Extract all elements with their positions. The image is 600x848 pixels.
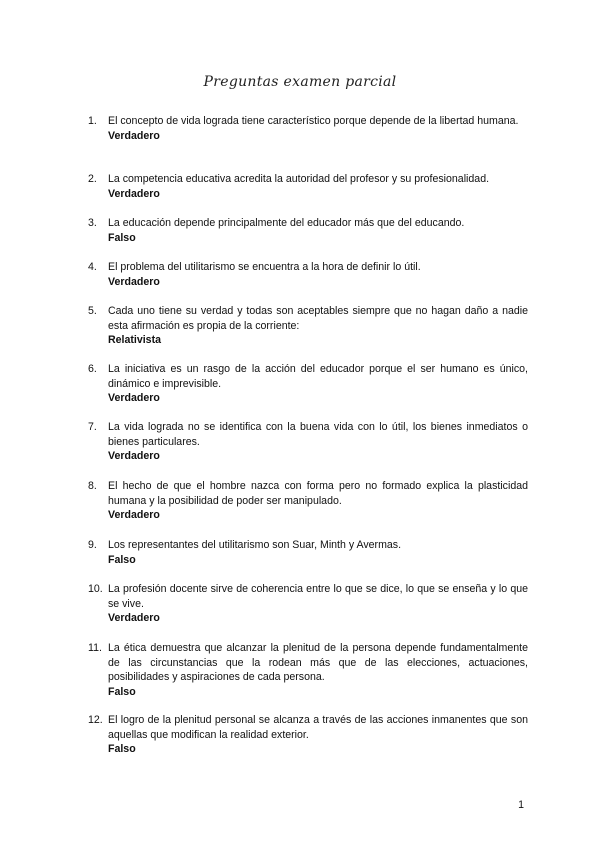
question-text: La profesión docente sirve de coherencia entre lo que se dice, lo que se enseña y lo que se vive. bbox=[108, 583, 528, 610]
question-answer: Verdadero bbox=[108, 612, 160, 625]
question-item bbox=[88, 641, 528, 700]
page-title: Preguntas examen parcial bbox=[203, 74, 397, 90]
question-answer: Falso bbox=[108, 743, 136, 756]
question-answer: Falso bbox=[108, 686, 136, 699]
question-item bbox=[88, 362, 528, 406]
question-text: La vida lograda no se identifica con la buena vida con lo útil, los bienes inmediatos o bienes particulares. bbox=[108, 421, 528, 448]
question-text: La competencia educativa acredita la autoridad del profesor y su profesionalidad. bbox=[108, 173, 490, 185]
question-item bbox=[88, 479, 528, 523]
question-answer: Verdadero bbox=[108, 275, 160, 288]
question-text: El problema del utilitarismo se encuentra a la hora de definir lo útil. bbox=[108, 261, 421, 273]
question-item bbox=[88, 538, 528, 567]
question-number: 3. bbox=[88, 217, 97, 229]
question-answer: Falso bbox=[108, 553, 136, 566]
question-answer: Verdadero bbox=[108, 129, 160, 142]
question-text: La educación depende principalmente del educador más que del educando. bbox=[108, 217, 465, 229]
question-number: 12. bbox=[88, 714, 103, 726]
question-text: Los representantes del utilitarismo son Suar, Minth y Avermas. bbox=[108, 539, 402, 551]
question-text: La iniciativa es un rasgo de la acción del educador porque el ser humano es único, dinámico e imprevisible. bbox=[108, 363, 528, 390]
question-item bbox=[88, 260, 528, 289]
question-answer: Relativista bbox=[108, 334, 161, 347]
question-item bbox=[88, 216, 528, 245]
question-number: 2. bbox=[88, 173, 97, 185]
question-item bbox=[88, 420, 528, 464]
question-item bbox=[88, 582, 528, 626]
question-item bbox=[88, 304, 528, 348]
question-item bbox=[88, 114, 528, 143]
question-number: 7. bbox=[88, 421, 97, 433]
question-answer: Verdadero bbox=[108, 392, 160, 405]
question-item bbox=[88, 172, 528, 201]
question-number: 11. bbox=[88, 642, 102, 654]
question-number: 6. bbox=[88, 363, 97, 375]
question-text: El logro de la plenitud personal se alcanza a través de las acciones inmanentes que son aquellas que modifican la realidad exterior. bbox=[108, 714, 528, 741]
question-number: 5. bbox=[88, 305, 97, 317]
question-answer: Verdadero bbox=[108, 509, 160, 522]
question-text: El concepto de vida lograda tiene característico porque depende de la libertad humana. bbox=[108, 115, 519, 127]
question-number: 4. bbox=[88, 261, 97, 273]
question-item bbox=[88, 713, 528, 757]
question-number: 8. bbox=[88, 480, 97, 492]
question-text: La ética demuestra que alcanzar la plenitud de la persona depende fundamentalmente de las circunstancias que la rodean más que de las elecciones, actuaciones, posibilidades y aspiraciones de cada persona. bbox=[108, 642, 528, 684]
question-number: 1. bbox=[88, 115, 97, 127]
question-answer: Verdadero bbox=[108, 450, 160, 463]
question-text: El hecho de que el hombre nazca con forma pero no formado explica la plasticidad humana y la posibilidad de poder ser manipulado. bbox=[108, 480, 528, 507]
page-number: 1 bbox=[518, 799, 524, 811]
question-answer: Verdadero bbox=[108, 187, 160, 200]
question-number: 9. bbox=[88, 539, 97, 551]
question-text: Cada uno tiene su verdad y todas son aceptables siempre que no hagan daño a nadie esta afirmación es propia de la corriente: bbox=[108, 305, 528, 332]
question-answer: Falso bbox=[108, 231, 136, 244]
question-number: 10. bbox=[88, 583, 103, 595]
